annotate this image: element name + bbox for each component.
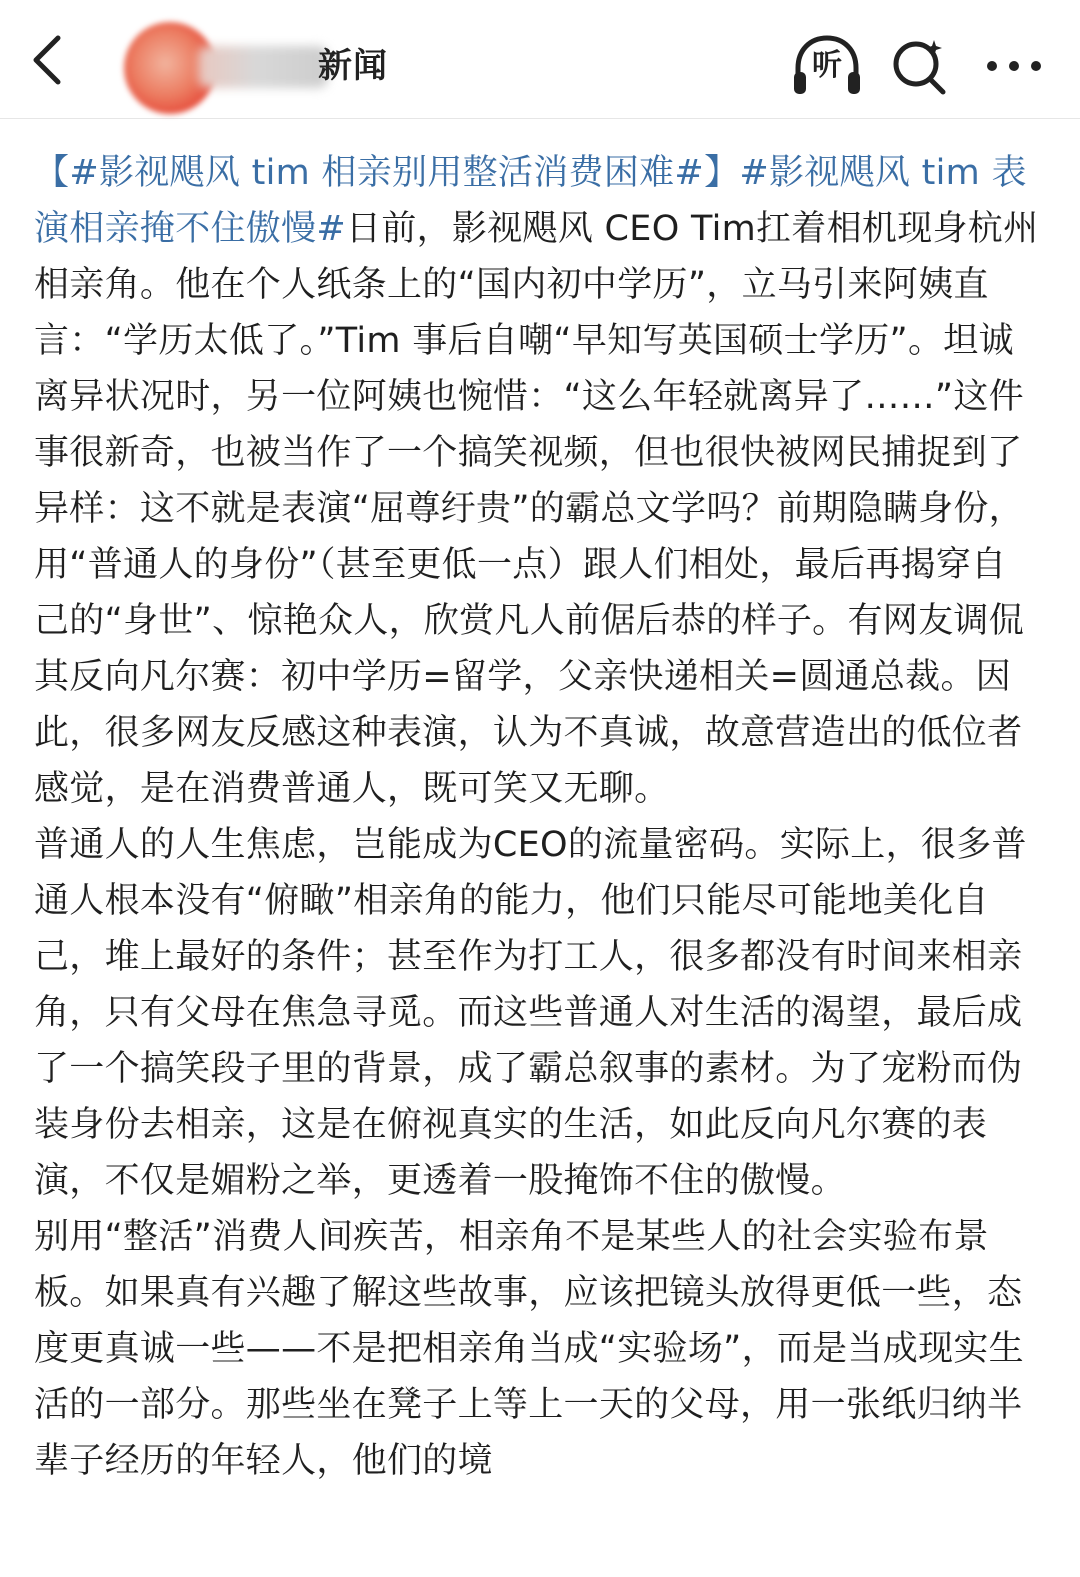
bracket-close: 】: [704, 153, 740, 193]
post-content: [34, 145, 1040, 1489]
paragraph-2: 普通人的人生焦虑，岂能成为CEO的流量密码。实际上，很多普通人根本没有“俯瞰”相亲角的能力，他们只能尽可能地美化自己，堆上最好的条件；甚至作为打工人，很多都没有时间来相亲角，只有父母在焦急寻觅。而这些普通人对生活的渴望，最后成了一个搞笑段子里的背景，成了霸总叙事的素材。为了宠粉而伪装身份去相亲，这是在俯视真实的生活，如此反向凡尔赛的表演，不仅是媚粉之举，更透着一股掩饰不住的傲慢。: [34, 825, 1027, 1201]
paragraph-3: 别用“整活”消费人间疾苦，相亲角不是某些人的社会实验布景板。如果真有兴趣了解这些故事，应该把镜头放得更低一些，态度更真诚一些——不是把相亲角当成“实验场”，而是当成现实生活的一部分。那些坐在凳子上等上一天的父母，用一张纸归纳半辈子经历的年轻人，他们的境: [34, 1217, 1024, 1481]
more-dots-icon: [982, 42, 1046, 90]
account-name[interactable]: 新闻: [318, 46, 388, 86]
search-icon: [888, 34, 952, 98]
listen-button[interactable]: [790, 32, 864, 100]
back-button[interactable]: [22, 30, 72, 90]
back-arrow-icon: [30, 34, 64, 86]
search-button[interactable]: [888, 34, 952, 98]
paragraph-1-text: 日前，影视飓风 CEO Tim扛着相机现身杭州相亲角。他在个人纸条上的“国内初中学历”，立马引来阿姨直言：“学历太低了。”Tim 事后自嘲“早知写英国硕士学历”。坦诚离异状况时，另一位阿姨也惋惜：“这么年轻就离异了……”这件事很新奇，也被当作了一个搞笑视频，但也很快被网民捕捉到了异样：这不就是表演“屈尊纡贵”的霸总文学吗？前期隐瞒身份，用“普通人的身份”（甚至更低一点）跟人们相处，最后再揭穿自己的“身世”、惊艳众人，欣赏凡人前倨后恭的样子。有网友调侃其反向凡尔赛：初中学历=留学，父亲快递相关=圆通总裁。因此，很多网友反感这种表演，认为不真诚，故意营造出的低位者感觉，是在消费普通人，既可笑又无聊。: [34, 209, 1039, 809]
blurred-account-name: [198, 46, 328, 88]
bracket-open: 【: [34, 153, 70, 193]
listen-label: 听: [812, 48, 842, 83]
topic-tag-1[interactable]: #影视飓风 tim 相亲别用整活消费困难#: [69, 153, 705, 193]
top-navigation-bar: [0, 0, 1080, 119]
more-button[interactable]: [982, 42, 1046, 90]
topic-tag-2[interactable]: #影视飓风 tim 表演相亲掩不住傲慢#: [34, 153, 1027, 249]
paragraph-1: [34, 145, 1040, 817]
